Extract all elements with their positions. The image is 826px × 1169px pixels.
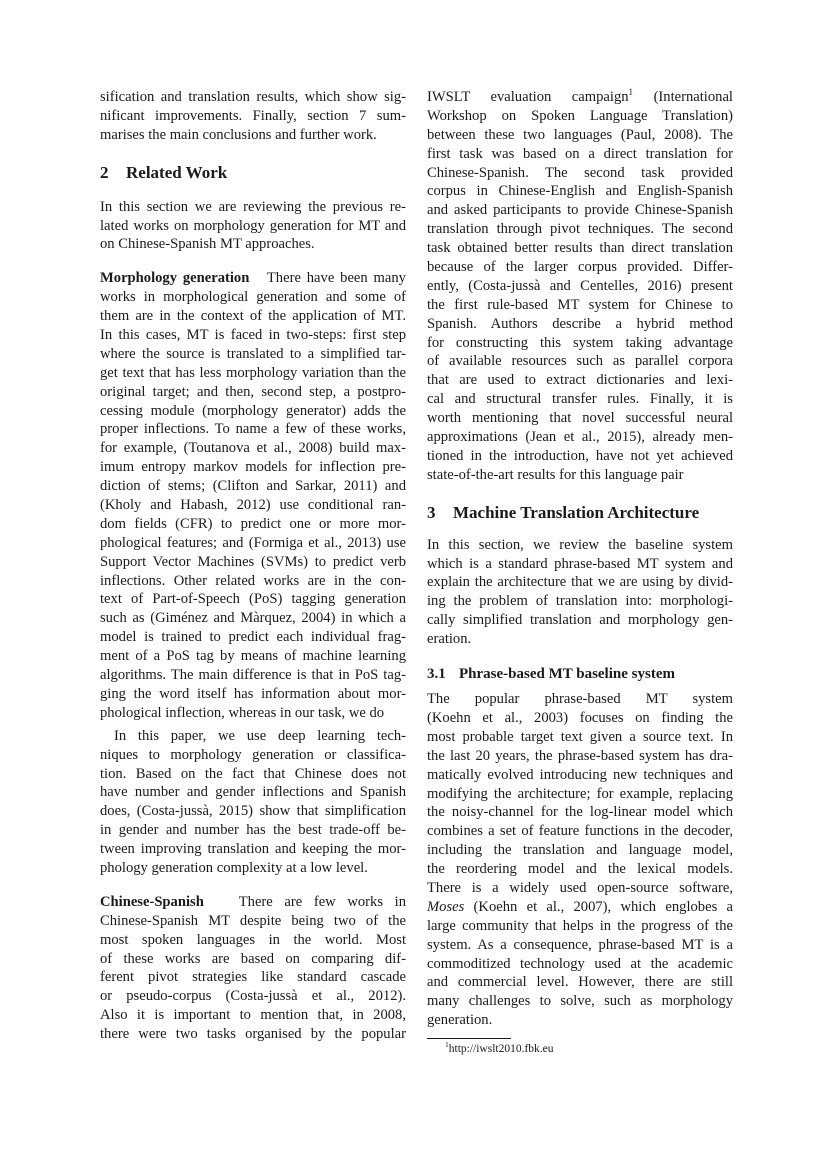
chinese-spanish-paragraph (100, 893, 406, 1044)
text-line: where the source is translated to a simplified tar- (100, 345, 406, 362)
text-line: model is trained to predict each individual frag- (100, 629, 406, 646)
text-line: ging the word itself has information about mor- (100, 685, 406, 702)
text-line: most probable target text given a source text. In (427, 728, 733, 745)
text-line: tween improving translation and keeping the mor- (100, 841, 406, 858)
text-line: inflections. Other related works are in the con- (100, 572, 406, 589)
software-name: Moses (427, 898, 465, 915)
text-line: nificant improvements. Finally, section 7 sum- (100, 107, 406, 124)
text-line: (Kholy and Habash, 2012) use conditional ran- (100, 497, 406, 514)
section-3-heading (427, 502, 733, 524)
deep-learning-paragraph (100, 727, 406, 878)
text-line: niques to morphology generation or classifica- (100, 746, 406, 763)
text-line: Chinese-Spanish MT despite being two of the (100, 912, 406, 929)
text-line: the reordering model and the lexical models. (427, 861, 733, 878)
text-line: between these two languages (Paul, 2008). The (427, 126, 733, 143)
section-title: Related Work (126, 162, 228, 182)
text-line: phological inflection, whereas in our task, we do (100, 704, 385, 721)
text-line: tion. Based on the fact that Chinese does not (100, 765, 406, 782)
text-line: commoditized technology used at the academic (427, 955, 733, 972)
text-line: generation. (427, 1012, 493, 1029)
text-line: translation through pivot techniques. The second (427, 221, 733, 238)
footnote-url[interactable]: http://iwslt2010.fbk.eu (448, 1043, 554, 1056)
text-line: Spanish. Authors describe a hybrid method (427, 315, 733, 332)
text-line: that are used to extract dictionaries and lexi- (427, 372, 733, 389)
text-line: marises the main conclusions and further work. (100, 126, 377, 143)
text-line: diction of stems; (Clifton and Sarkar, 2011) and (100, 478, 406, 495)
text-line: eration. (427, 631, 472, 648)
text-line: state-of-the-art results for this language pair (427, 466, 684, 483)
text-line: phology generation complexity at a low level. (100, 859, 368, 876)
left-column (100, 88, 406, 1044)
text-line: corpus in Chinese-English and English-Spanish (427, 183, 733, 200)
footnote-marker[interactable]: 1 (628, 87, 634, 97)
subsection-3-1-heading (427, 664, 733, 684)
text-line: them are in the context of the application of MT. (100, 308, 406, 325)
text-line: ing the problem of translation into: morphologi- (427, 593, 733, 610)
text-line: for example, (Toutanova et al., 2008) build max- (100, 440, 406, 457)
text-line: In this section, we review the baseline system (427, 536, 733, 553)
footnote-divider (427, 1038, 511, 1039)
text-line: In this section we are reviewing the previous re- (100, 198, 406, 215)
text-line: Chinese-Spanish. The second task provided (427, 164, 733, 181)
right-column (427, 88, 733, 1057)
text-line: modifying the architecture; for example, replacing (427, 785, 733, 802)
text-line: Workshop on Spoken Language Translation) (427, 107, 733, 124)
text-line: dom fields (CFR) to predict one or more mor- (100, 515, 406, 532)
text-line: cessing module (morphology generator) adds the (100, 402, 406, 419)
section-title: Machine Translation Architecture (453, 502, 700, 522)
iwslt-continuation-paragraph (427, 88, 733, 485)
text-line: including the translation and language model, (427, 842, 733, 859)
section-2-heading (100, 162, 406, 184)
intro-tail-paragraph (100, 88, 406, 145)
footnote (427, 1042, 733, 1057)
subsection-number: 3.1 (427, 666, 446, 683)
text-line: Also it is important to mention that, in 2008, (100, 1007, 406, 1024)
text-line: text of Part-of-Speech (PoS) tagging generation (100, 591, 406, 608)
text-line: phological features; and (Formiga et al., 2013) use (100, 534, 406, 551)
phrase-based-paragraph (427, 690, 733, 1030)
text-line: ferent pivot strategies like standard cascade (100, 969, 406, 986)
text-line: the last 20 years, the phrase-based system has dra- (427, 747, 733, 764)
text-line: and commercial level. However, there are still (427, 974, 733, 991)
text-line: which is a standard phrase-based MT system and (427, 555, 733, 572)
text-line: first task was based on a direct translation for (427, 145, 733, 162)
text-line: on Chinese-Spanish MT approaches. (100, 236, 315, 253)
section-2-intro-paragraph (100, 198, 406, 255)
text-line: in gender and number has the best trade-off be- (100, 822, 406, 839)
footnote-number: 1 (445, 1040, 449, 1050)
text-line: of available resources such as parallel corpora (427, 353, 733, 370)
text-line: original target; and then, second step, a postpro- (100, 383, 406, 400)
text-line: tioned in the introduction, have not yet achieved (427, 447, 733, 464)
section-number: 2 (100, 162, 109, 182)
section-number: 3 (427, 502, 436, 522)
text-line: ently, (Costa-jussà and Centelles, 2016) present (427, 277, 733, 294)
text-line: There is a widely used open-source software, (427, 879, 733, 896)
text-line: In this paper, we use deep learning tech- (114, 727, 406, 744)
text-line: get text that has less morphology variation than the (100, 364, 406, 381)
text-line: approximations (Jean et al., 2015), already men- (427, 429, 733, 446)
subsection-title: Phrase-based MT baseline system (459, 666, 675, 683)
text-line: the noisy-channel for the log-linear model which (427, 804, 733, 821)
text-line: IWSLT evaluation campaign$^1$ (International (427, 87, 733, 105)
text-line: because of the larger corpus provided. Differ- (427, 259, 733, 276)
text-line: Chinese-Spanish There are few works in (100, 893, 406, 910)
section-3-intro-paragraph (427, 536, 733, 649)
text-line: (Koehn et al., 2003) focuses on finding the (427, 709, 733, 726)
text-line: the first rule-based MT system for Chinese to (427, 296, 733, 313)
text-line: cally simplified translation and morphology gen- (427, 612, 733, 629)
text-line: task obtained better results than direct translation (427, 240, 733, 257)
text-line: imum entropy markov models for inflection pre- (100, 459, 406, 476)
text-line: such as (Giménez and Màrquez, 2004) in which a (100, 610, 406, 627)
paragraph-heading: Chinese-Spanish (100, 893, 204, 910)
text-line: In this cases, MT is faced in two-steps: first step (100, 327, 406, 344)
text-line: of these works are based on comparing dif- (100, 950, 406, 967)
text-line: proper inflections. To name a few of these works, (100, 421, 406, 438)
text-line: combines a set of feature functions in the decoder, (427, 823, 733, 840)
morphology-generation-paragraph (100, 269, 406, 722)
text-line: The popular phrase-based MT system (427, 691, 733, 708)
text-line: does, (Costa-jussà, 2015) show that simplification (100, 803, 406, 820)
paragraph-heading: Morphology generation (100, 270, 250, 287)
text-line: cal and structural transfer rules. Finally, it is (427, 391, 733, 408)
text-line: worth mentioning that novel successful neural (427, 410, 733, 427)
text-line: algorithms. The main difference is that in PoS tag- (100, 667, 406, 684)
text-line: Moses (Koehn et al., 2007), which englobes a (427, 898, 733, 915)
text-line: sification and translation results, which show sig- (100, 89, 406, 105)
text-line: matically evolved introducing new techniques and (427, 766, 733, 783)
text-line: many challenges to solve, such as morphology (427, 993, 733, 1010)
text-line: works in morphological generation and some of (100, 289, 406, 306)
text-line: lated works on morphology generation for MT and (100, 217, 406, 234)
text-line: ment of a PoS tag by means of machine learning (100, 648, 406, 665)
text-line: large community that helps in the progress of the (427, 917, 733, 934)
text-line: have number and gender inflections and Spanish (100, 784, 406, 801)
text-line: system. As a consequence, phrase-based MT is a (427, 936, 733, 953)
text-line: most spoken languages in the world. Most (100, 931, 406, 948)
text-line: Support Vector Machines (SVMs) to predict verb (100, 553, 406, 570)
text-line: Morphology generation There have been many (100, 270, 406, 287)
text-line: for constructing this system taking advantage (427, 334, 733, 351)
text-line: explain the architecture that we are using by divid- (427, 574, 733, 591)
text-line: or pseudo-corpus (Costa-jussà et al., 2012). (100, 988, 406, 1005)
text-line: there were two tasks organised by the popular (100, 1026, 406, 1043)
text-line: and asked participants to provide Chinese-Spanish (427, 202, 733, 219)
